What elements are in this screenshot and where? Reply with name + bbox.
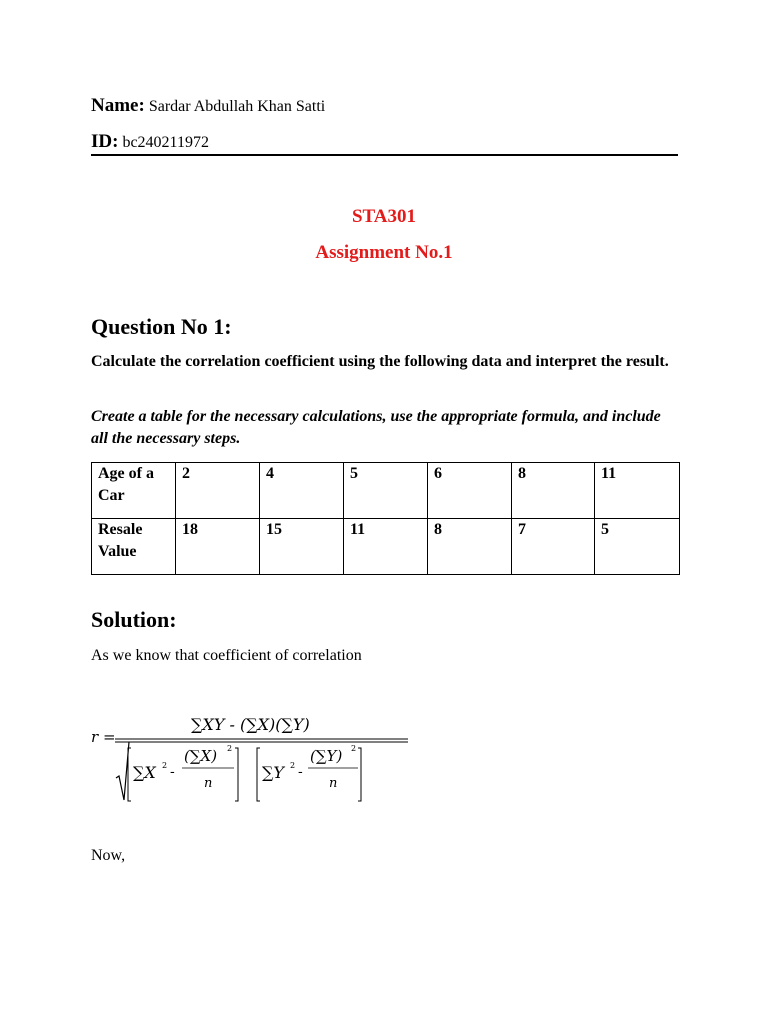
solution-intro: As we know that coefficient of correlation <box>91 647 362 664</box>
question-sub-instruction: Create a table for the necessary calculations, use the appropriate formula, and include all the necessary steps. <box>91 408 661 447</box>
den-left-term: ∑X <box>133 763 156 782</box>
bracket-right-2 <box>358 748 361 801</box>
id-label: ID: <box>91 131 119 152</box>
den-left-minus: - <box>170 764 175 780</box>
table-cell: 5 <box>595 519 680 575</box>
den-left-n: n <box>204 776 213 791</box>
table-cell: 2 <box>176 463 260 519</box>
question-heading: Question No 1: <box>91 314 232 339</box>
den-left-frac-num: (∑X) <box>184 747 218 765</box>
den-right-n: n <box>329 776 338 791</box>
table-row <box>92 463 680 519</box>
den-right-frac-exp: 2 <box>351 744 357 753</box>
name-line <box>91 95 325 117</box>
data-table <box>91 462 680 575</box>
sqrt-icon <box>116 742 129 800</box>
table-cell: 15 <box>260 519 344 575</box>
formula-lhs: r = <box>91 728 116 746</box>
formula-numerator: ∑XY - (∑X)(∑Y) <box>191 715 310 734</box>
table-cell: 8 <box>428 519 512 575</box>
table-cell: 6 <box>428 463 512 519</box>
den-left-frac-exp: 2 <box>227 744 233 753</box>
den-left-exp: 2 <box>162 761 168 770</box>
table-cell: 7 <box>512 519 595 575</box>
table-cell: 18 <box>176 519 260 575</box>
bracket-left-2 <box>257 748 260 801</box>
name-value: Sardar Abdullah Khan Satti <box>148 98 326 115</box>
bracket-right-1 <box>235 748 238 801</box>
bracket-left-1 <box>128 748 131 801</box>
den-right-minus: - <box>298 764 303 780</box>
den-right-exp: 2 <box>290 761 296 770</box>
table-cell: 11 <box>344 519 428 575</box>
row-label-resale: Resale Value <box>92 519 176 575</box>
table-row <box>92 519 680 575</box>
name-label: Name: <box>91 95 145 116</box>
table-cell: 5 <box>344 463 428 519</box>
table-cell: 11 <box>595 463 680 519</box>
table-cell: 8 <box>512 463 595 519</box>
assignment-title: Assignment No.1 <box>315 242 453 263</box>
solution-heading: Solution: <box>91 607 177 632</box>
course-code: STA301 <box>351 206 417 227</box>
header-divider <box>91 154 678 156</box>
den-right-frac-num: (∑Y) <box>310 747 343 765</box>
table-cell: 4 <box>260 463 344 519</box>
correlation-formula <box>88 706 418 810</box>
question-instruction: Calculate the correlation coefficient using the following data and interpret the result. <box>91 353 669 370</box>
row-label-age: Age of a Car <box>92 463 176 519</box>
id-line <box>91 131 209 153</box>
solution-closing: Now, <box>91 847 126 864</box>
id-value: bc240211972 <box>122 134 209 151</box>
den-right-term: ∑Y <box>262 763 284 782</box>
